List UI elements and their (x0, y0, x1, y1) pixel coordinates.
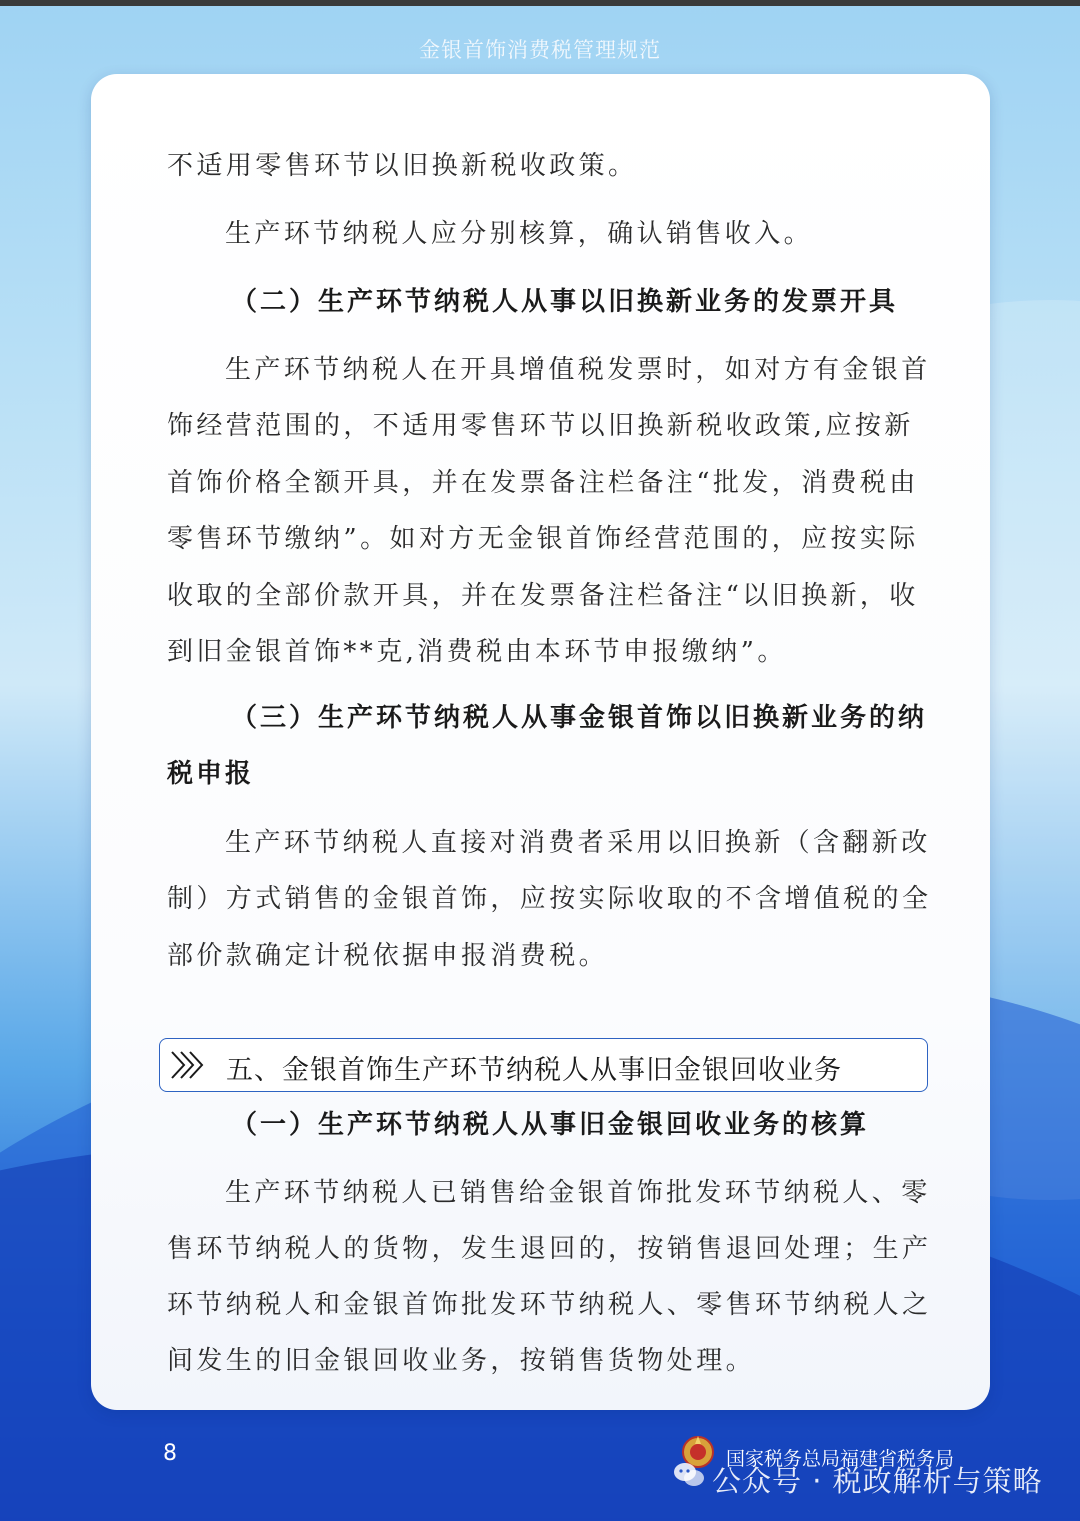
paragraph-line: 不适用零售环节以旧换新税收政策。 (167, 151, 638, 181)
paragraph-line: 饰经营范围的，不适用零售环节以旧换新税收政策,应按新 (167, 411, 914, 441)
top-bar (0, 0, 1080, 6)
section-heading: 五、金银首饰生产环节纳税人从事旧金银回收业务 (226, 1055, 842, 1086)
paragraph-line: 生产环节纳税人直接对消费者采用以旧换新（含翻新改 (225, 828, 931, 858)
paragraph-line: 生产环节纳税人在开具增值税发票时，如对方有金银首 (225, 355, 931, 385)
watermark: 公众号 · 税政解析与策略 (712, 1464, 1043, 1498)
paragraph-line: 生产环节纳税人应分别核算，确认销售收入。 (225, 219, 814, 249)
paragraph-line: 生产环节纳税人已销售给金银首饰批发环节纳税人、零 (225, 1178, 931, 1208)
paragraph-line: 环节纳税人和金银首饰批发环节纳税人、零售环节纳税人之 (167, 1290, 932, 1320)
paragraph-line: 部价款确定计税依据申报消费税。 (167, 941, 609, 971)
wechat-icon (672, 1460, 706, 1490)
paragraph-line: 制）方式销售的金银首饰，应按实际收取的不含增值税的全 (167, 884, 932, 914)
page-number: 8 (163, 1441, 177, 1466)
running-title: 金银首饰消费税管理规范 (419, 38, 661, 62)
double-chevron-right-icon (168, 1049, 208, 1081)
paragraph-line: 售环节纳税人的货物，发生退回的，按销售退回处理；生产 (167, 1234, 932, 1264)
paragraph-line: 零售环节缴纳”。如对方无金银首饰经营范围的，应按实际 (167, 524, 919, 554)
paragraph-line: 收取的全部价款开具，并在发票备注栏备注“以旧换新，收 (167, 581, 919, 611)
subheading: （一）生产环节纳税人从事旧金银回收业务的核算 (231, 1110, 870, 1140)
footer-organization: 国家税务总局福建省税务局 (726, 1448, 955, 1470)
content-card (91, 74, 990, 1410)
paragraph-line: 间发生的旧金银回收业务，按销售货物处理。 (167, 1346, 756, 1376)
subheading: （二）生产环节纳税人从事以旧换新业务的发票开具 (231, 287, 899, 317)
section-heading-box (159, 1038, 928, 1092)
paragraph-line: 首饰价格全额开具，并在发票备注栏备注“批发，消费税由 (167, 468, 919, 498)
subheading: 税申报 (167, 759, 255, 789)
paragraph-line: 到旧金银首饰**克,消费税由本环节申报缴纳”。 (167, 637, 787, 667)
subheading: （三）生产环节纳税人从事金银首饰以旧换新业务的纳 (231, 703, 928, 733)
